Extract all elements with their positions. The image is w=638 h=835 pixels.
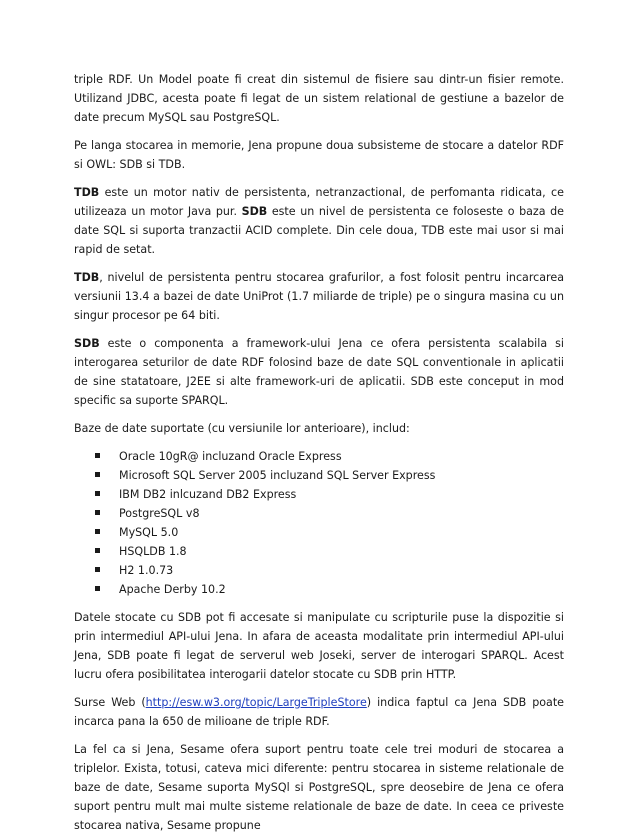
paragraph-supported-databases: Baze de date suportate (cu versiunile lor anterioare), includ: <box>74 422 410 435</box>
paragraph-tdb-uniprot <box>74 268 564 325</box>
square-bullet-icon <box>95 510 100 515</box>
term-sdb: SDB <box>74 337 100 350</box>
list-item: PostgreSQL v8 <box>95 504 564 523</box>
list-item: HSQLDB 1.8 <box>95 542 564 561</box>
tdb-description: este un motor nativ de persistenta, netranzactional, de perfomanta ridicata, ce utilizeaza un motor Java pur. <box>74 186 564 218</box>
paragraph-sdb-access: Datele stocate cu SDB pot fi accesate si manipulate cu scripturile puse la dispozitie si prin intermediul API-ului Jena. In afara de aceasta modalitate prin intermediul API-ului Jena, SDB poate fi legat de serverul web Joseki, server de interogari SPARQL. Acest lucru ofera posibilitatea interogarii datelor stocate cu SDB prin HTTP. <box>74 611 564 681</box>
large-triple-store-link[interactable]: http://esw.w3.org/topic/LargeTripleStore <box>145 696 367 709</box>
paragraph-web-sources: Surse Web (http://esw.w3.org/topic/LargeTripleStore) indica faptul ca Jena SDB poate incarca pana la 650 de milioane de triple RDF. <box>74 696 564 728</box>
paragraph-tdb-sdb <box>74 183 564 259</box>
paragraph-sdb-component <box>74 334 564 410</box>
paragraph-intro: triple RDF. Un Model poate fi creat din sistemul de fisiere sau dintr-un fisier remote. Utilizand JDBC, acesta poate fi legat de un sistem relational de gestiune a bazelor de date precum MySQL sau PostgreSQL. <box>74 73 564 124</box>
paragraph-sesame: La fel ca si Jena, Sesame ofera suport pentru toate cele trei moduri de stocarea a triplelor. Exista, totusi, cateva mici diferente: pentru stocarea in sisteme relationale de baze de date, Sesame suporta MySQl si PostgreSQL, spre deosebire de Jena ce ofera suport pentru mult mai multe sisteme relationale de baze de date. In ceea ce priveste stocarea nativa, Sesame propune <box>74 743 564 832</box>
square-bullet-icon <box>95 453 100 458</box>
list-item: H2 1.0.73 <box>95 561 564 580</box>
list-item: Apache Derby 10.2 <box>95 580 564 599</box>
square-bullet-icon <box>95 548 100 553</box>
list-item: Microsoft SQL Server 2005 incluzand SQL Server Express <box>95 466 564 485</box>
list-item: Oracle 10gR@ incluzand Oracle Express <box>95 447 564 466</box>
square-bullet-icon <box>95 491 100 496</box>
term-tdb: TDB <box>74 271 100 284</box>
square-bullet-icon <box>95 586 100 591</box>
list-item: IBM DB2 inlcuzand DB2 Express <box>95 485 564 504</box>
sdb-component-text: este o componenta a framework-ului Jena ce ofera persistenta scalabila si interogarea seturilor de date RDF folosind baze de date SQL conventionale in aplicatii de sine statatoare, J2EE si alte framework-uri de aplicatii. SDB este conceput in mod specific sa suporte SPARQL. <box>74 337 564 407</box>
square-bullet-icon <box>95 567 100 572</box>
paragraph-storage-subsystems: Pe langa stocarea in memorie, Jena propune doua subsisteme de stocare a datelor RDF si OWL: SDB si TDB. <box>74 139 564 171</box>
tdb-uniprot-text: , nivelul de persistenta pentru stocarea grafurilor, a fost folosit pentru incarcarea versiunii 13.4 a bazei de date UniProt (1.7 miliarde de triple) pe o singura masina cu un singur procesor pe 64 biti. <box>74 271 564 322</box>
database-list <box>74 447 564 599</box>
sdb-description: este un nivel de persistenta ce foloseste o baza de date SQL si suporta tranzactii ACID complete. Din cele doua, TDB este mai usor si mai rapid de setat. <box>74 205 564 256</box>
square-bullet-icon <box>95 529 100 534</box>
term-sdb: SDB <box>241 205 268 218</box>
term-tdb: TDB <box>74 186 100 199</box>
square-bullet-icon <box>95 472 100 477</box>
list-item: MySQL 5.0 <box>95 523 564 542</box>
